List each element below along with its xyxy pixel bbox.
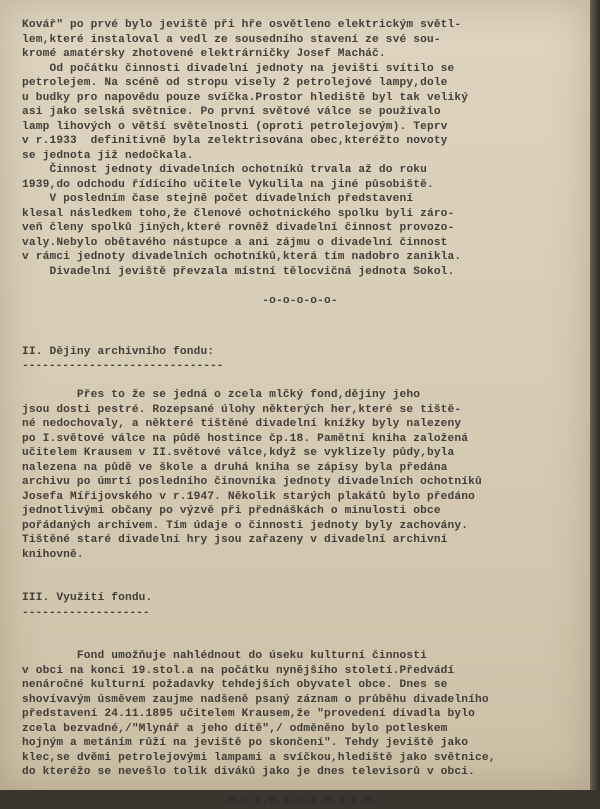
text-line: lamp lihových o větší světelnosti (oproti petrolejovým). Teprv — [22, 120, 448, 133]
spacer — [22, 308, 578, 330]
text-line: jednotlivými občany po výzvě při přednáškách o minulosti obce — [22, 505, 441, 517]
text-line: klesal následkem toho,že členové ochotnického spolku byli záro- — [22, 207, 455, 220]
text-line: klec,se dvěmi petrolejovými lampami a svíčkou,hlediště jako světnice, — [22, 751, 496, 764]
text-line: Fond umožňuje nahlédnout do úseku kulturní činnosti — [22, 650, 427, 662]
text-line: Divadelní jeviště převzala místní tělocvičná jednota Sokol. — [22, 265, 455, 278]
text-line: v rámci jednoty divadelních ochotníků,která tím nadobro zanikla. — [22, 251, 462, 263]
text-line: zcela bezvadné,/"Mlynář a jeho dítě",/ odměněno bylo potleskem — [22, 722, 448, 735]
text-line: Tištěné staré divadelní hry jsou zařazeny v divadelní archivní — [22, 534, 448, 546]
text-line: valy.Nebylo obětavého nástupce a ani zájmu o divadelní činnost — [22, 236, 448, 249]
text-line: lem,které instaloval a vedl ze sousedního stavení ze své sou- — [22, 33, 441, 46]
text-line: shovívavým úsměvem zaujme nadšeně psaný záznam o průběhu divadelního — [22, 693, 489, 706]
end-mark: .o.o.o.o.o.o.o.o.o.o.o. — [221, 795, 379, 807]
text-line: v obci na konci 19.stol.a na počátku nynějšího století.Předvádí — [22, 664, 455, 677]
spacer — [22, 374, 578, 389]
text-line: v r.1933 definitivně byla zelektrisována obec,kteréžto novoty — [22, 135, 448, 147]
spacer — [22, 279, 578, 294]
background-edge — [590, 0, 600, 790]
text-line: učitelem Krausem v II.světové válce,když se vyklízely půdy,byla — [22, 447, 455, 459]
text-line: knihovně. — [22, 548, 84, 561]
spacer — [22, 635, 578, 650]
section-separator: -o-o-o-o-o- — [262, 294, 338, 307]
text-line: 1939,do odchodu řídícího učitele Vykulila na jiné působiště. — [22, 178, 434, 191]
spacer — [22, 577, 578, 592]
document-body — [22, 18, 578, 809]
text-line: nenáročné kulturní požadavky tehdejších obyvatel obce. Dnes se — [22, 679, 448, 691]
intro-paragraphs — [22, 18, 578, 279]
text-line: Josefa Mířijovského v r.1947. Několik starých plakátů bylo předáno — [22, 490, 475, 503]
heading-underline: ------------------------------ — [22, 360, 224, 372]
text-line: né nedochovaly, a některé tištěné divadelní knížky byly nalezeny — [22, 418, 462, 430]
section-3-paragraph — [22, 649, 578, 780]
text-line: asi jako selská světnice. Po první světové válce se používalo — [22, 106, 441, 118]
text-line: veň členy spolků jiných,které rovněž divadelní činnost provozo- — [22, 222, 455, 234]
text-line: kromé amatérsky zhotovené elektrárničky Josef Macháč. — [22, 48, 386, 60]
text-line: se jednota již nedočkala. — [22, 149, 194, 162]
text-line: Činnost jednoty divadelních ochotníků trvala až do roku — [22, 164, 427, 176]
section-heading-3: III. Využití fondu. — [22, 592, 153, 604]
text-line: V posledním čase stejně počet divadelních představení — [22, 193, 414, 205]
text-line: Od počátku činnosti divadelní jednoty na jevišti svítilo se — [22, 62, 455, 75]
spacer — [22, 620, 578, 635]
text-line: archivu po úmrtí posledního činovníka jednoty divadelních ochotníků — [22, 476, 482, 488]
text-line: po I.světové válce na půdě hostince čp.18. Pamětní kniha založená — [22, 432, 469, 445]
spacer — [22, 780, 578, 795]
text-line: Přes to že se jedná o zcela mlčký fond,dějiny jeho — [22, 389, 421, 401]
text-line: nalezena na půdě ve škole a druhá kniha se zápisy byla předána — [22, 461, 448, 474]
text-line: hojným a metáním růží na jeviště po skončení". Tehdy jeviště jako — [22, 737, 469, 749]
section-2-paragraph — [22, 388, 578, 562]
text-line: představení 24.11.1895 učitelem Krausem,že "provedení divadla bylo — [22, 708, 475, 720]
text-line: petrolejem. Na scéně od stropu visely 2 petrolejové lampy,dole — [22, 77, 448, 89]
text-line: u budky pro napovědu pouze svíčka.Prostor hlediště byl tak veliký — [22, 91, 469, 104]
section-heading-2: II. Dějiny archivního fondu: — [22, 345, 215, 358]
text-line: jsou dosti pestré. Rozepsané úlohy některých her,které se tiště- — [22, 403, 462, 416]
spacer — [22, 330, 578, 345]
text-line: Kovář" po prvé bylo jeviště při hře osvětleno elektrickým světl- — [22, 19, 462, 31]
text-line: pořádaných archivem. Tím údaje o činnosti jednoty byly zachovány. — [22, 519, 469, 532]
spacer — [22, 562, 578, 577]
text-line: do kteréžo se nevešlo tolik diváků jako je dnes televisorů v obci. — [22, 766, 475, 778]
heading-underline: ------------------- — [22, 606, 150, 619]
